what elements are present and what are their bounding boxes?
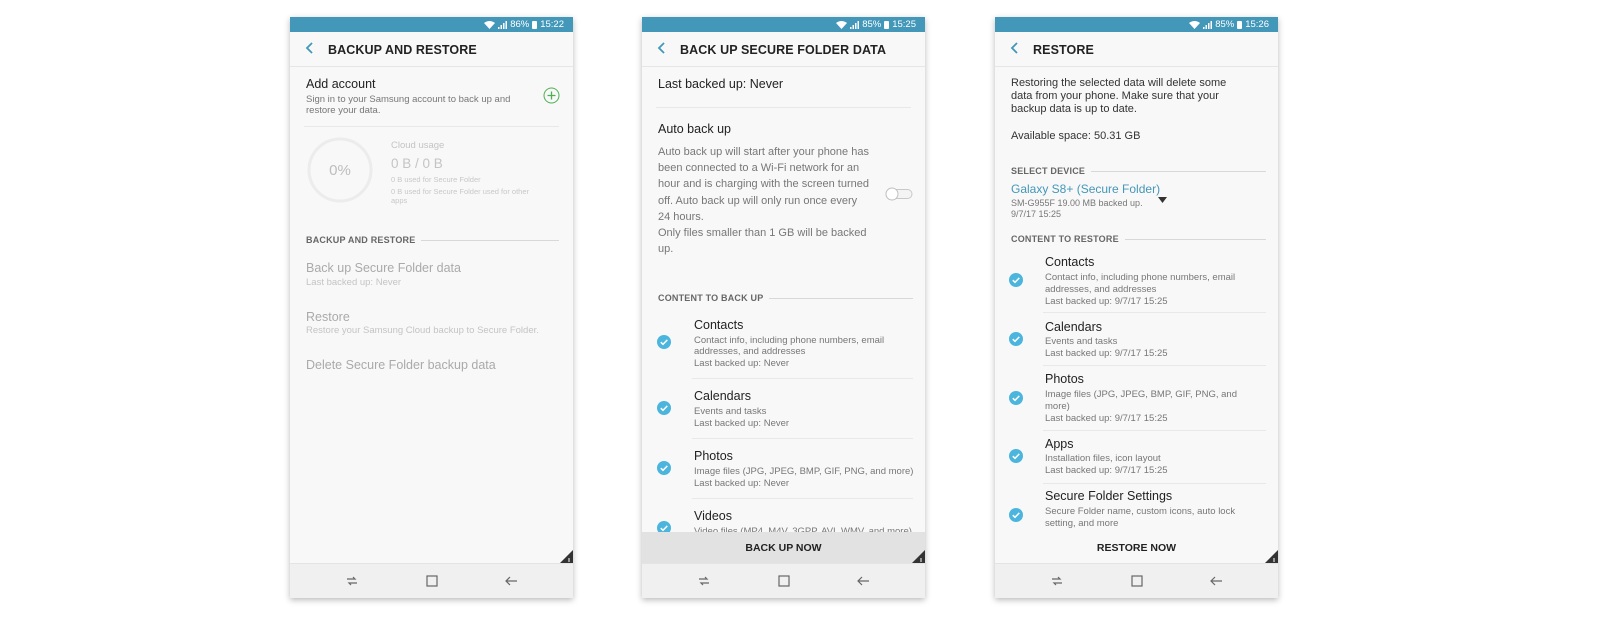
battery-percent: 85% (862, 19, 882, 30)
section-header (1011, 234, 1266, 244)
battery-icon (1237, 21, 1242, 29)
check-icon[interactable] (1009, 449, 1023, 463)
back-arrow-icon[interactable] (1009, 41, 1019, 55)
restore-now-button[interactable]: RESTORE NOW (995, 532, 1278, 564)
battery-icon (884, 21, 889, 29)
section-header-label: CONTENT TO RESTORE (1011, 234, 1119, 244)
auto-backup-title: Auto back up (658, 122, 731, 136)
back-nav-icon[interactable] (856, 574, 870, 588)
clock: 15:22 (540, 19, 564, 30)
item-subtitle: Image files (JPG, JPEG, BMP, GIF, PNG, and more) (694, 466, 914, 477)
cloud-usage-label: Cloud usage (391, 140, 445, 151)
item-subtitle: Image files (JPG, JPEG, BMP, GIF, PNG, and (1045, 389, 1237, 400)
resize-corner-icon (559, 550, 573, 564)
page-title: BACKUP AND RESTORE (328, 43, 477, 57)
app-bar (995, 32, 1278, 67)
warning-line: backup data is up to date. (1011, 103, 1137, 115)
back-nav-icon[interactable] (504, 574, 518, 588)
item-subtitle: Last backed up: 9/7/17 15:25 (1045, 465, 1168, 476)
battery-icon (532, 21, 537, 29)
auto-backup-line: been connected to a Wi-Fi network for an (658, 162, 860, 175)
divider (692, 438, 913, 439)
item-subtitle: Secure Folder name, custom icons, auto lock (1045, 506, 1236, 517)
navigation-bar (995, 563, 1278, 598)
auto-backup-line: hour and is charging with the screen turned (658, 178, 869, 191)
back-arrow-icon[interactable] (304, 41, 314, 55)
item-subtitle: Last backed up: 9/7/17 15:25 (1045, 348, 1168, 359)
item-title: Contacts (1045, 255, 1095, 269)
auto-backup-line: Only files smaller than 1 GB will be backed (658, 227, 867, 240)
recent-apps-icon[interactable] (697, 574, 711, 588)
warning-line: data from your phone. Make sure that your (1011, 90, 1219, 102)
signal-icon (498, 21, 507, 29)
item-title: Calendars (1045, 320, 1102, 334)
item-subtitle: Last backed up: 9/7/17 15:25 (1045, 296, 1168, 307)
available-space: Available space: 50.31 GB (1011, 130, 1141, 142)
item-subtitle: Contact info, including phone numbers, email (1045, 272, 1236, 283)
battery-percent: 85% (1215, 19, 1235, 30)
check-icon[interactable] (657, 401, 671, 415)
home-icon[interactable] (425, 574, 439, 588)
recent-apps-icon[interactable] (1050, 574, 1064, 588)
signal-icon (1203, 21, 1212, 29)
device-name: Galaxy S8+ (Secure Folder) (1011, 182, 1161, 196)
item-subtitle: Events and tasks (694, 406, 767, 417)
restore-warning (1011, 77, 1226, 116)
page-title: BACK UP SECURE FOLDER DATA (680, 43, 887, 57)
divider (1043, 365, 1266, 366)
auto-backup-line: 24 hours. (658, 210, 704, 223)
item-subtitle: Last backed up: Never (306, 277, 402, 288)
dropdown-arrow-icon[interactable] (1158, 197, 1167, 203)
item-subtitle: Contact info, including phone numbers, email (694, 335, 885, 346)
cloud-usage-amount: 0 B / 0 B (391, 156, 443, 171)
status-bar (290, 17, 573, 32)
divider (1043, 312, 1266, 313)
check-icon[interactable] (1009, 332, 1023, 346)
auto-backup-line: Auto back up will start after your phone has (658, 146, 869, 158)
check-icon[interactable] (1009, 508, 1023, 522)
page-title: RESTORE (1033, 43, 1094, 57)
device-date: 9/7/17 15:25 (1011, 209, 1062, 219)
back-nav-icon[interactable] (1209, 574, 1223, 588)
recent-apps-icon[interactable] (345, 574, 359, 588)
wifi-icon (836, 21, 847, 29)
item-subtitle: Installation files, icon layout (1045, 453, 1161, 464)
item-title: Back up Secure Folder data (306, 261, 461, 275)
divider (692, 498, 913, 499)
auto-backup-line: off. Auto back up will only run once every (658, 194, 858, 207)
item-subtitle: setting, and more (1045, 518, 1119, 529)
item-title: Apps (1045, 437, 1074, 451)
section-header (1011, 166, 1266, 176)
back-arrow-icon[interactable] (656, 41, 666, 55)
auto-backup-description (658, 144, 893, 257)
cloud-usage-line3: apps (391, 196, 408, 205)
check-icon[interactable] (657, 461, 671, 475)
signal-icon (850, 21, 859, 29)
wifi-icon (1189, 21, 1200, 29)
section-header-label: CONTENT TO BACK UP (658, 293, 764, 303)
section-header-label: SELECT DEVICE (1011, 166, 1086, 176)
add-account-title: Add account (306, 77, 376, 91)
home-icon[interactable] (777, 574, 791, 588)
divider (692, 378, 913, 379)
item-title: Calendars (694, 389, 751, 403)
clock: 15:26 (1245, 19, 1269, 30)
divider (304, 126, 559, 127)
item-subtitle: Events and tasks (1045, 336, 1118, 347)
item-title: Photos (694, 449, 733, 463)
divider (656, 107, 911, 108)
battery-percent: 86% (510, 19, 530, 30)
resize-corner-icon (1264, 550, 1278, 564)
section-header (306, 235, 559, 245)
item-subtitle: more) (1045, 401, 1070, 412)
cloud-usage-line1: 0 B used for Secure Folder (391, 175, 481, 184)
navigation-bar (642, 563, 925, 598)
item-title: Photos (1045, 372, 1084, 386)
phone-screen-backup-and-restore (290, 17, 573, 598)
item-title: Videos (694, 509, 732, 523)
back-up-now-button[interactable]: BACK UP NOW (642, 532, 925, 564)
plus-circle-icon[interactable] (543, 87, 560, 104)
device-detail: SM-G955F 19.00 MB backed up. (1011, 198, 1143, 208)
add-account-desc-line1: Sign in to your Samsung account to back up and (306, 94, 511, 105)
divider (1043, 430, 1266, 431)
item-subtitle: Last backed up: 9/7/17 15:25 (1045, 413, 1168, 424)
item-title: Restore (306, 310, 350, 324)
auto-backup-line: up. (658, 243, 674, 256)
item-subtitle: Last backed up: Never (694, 358, 790, 369)
status-bar (642, 17, 925, 32)
usage-percent: 0% (329, 162, 351, 179)
check-icon[interactable] (1009, 273, 1023, 287)
item-title: Secure Folder Settings (1045, 489, 1173, 503)
resize-corner-icon (911, 550, 925, 564)
item-subtitle: Restore your Samsung Cloud backup to Secure Folder. (306, 325, 539, 336)
auto-backup-toggle[interactable] (885, 187, 913, 201)
warning-line: Restoring the selected data will delete some (1011, 77, 1227, 89)
clock: 15:25 (892, 19, 916, 30)
section-header-label: BACKUP AND RESTORE (306, 235, 416, 245)
wifi-icon (484, 21, 495, 29)
divider (1043, 483, 1266, 484)
navigation-bar (290, 563, 573, 598)
item-subtitle: Last backed up: Never (694, 478, 790, 489)
phone-screen-back-up-secure-folder (642, 17, 925, 598)
item-subtitle: Last backed up: Never (694, 418, 790, 429)
add-account-desc-line2: restore your data. (306, 105, 381, 116)
last-backed-up: Last backed up: Never (658, 77, 784, 91)
phone-screen-restore (995, 17, 1278, 598)
item-title: Contacts (694, 318, 744, 332)
item-subtitle: addresses, and addresses (694, 346, 806, 357)
check-icon[interactable] (657, 335, 671, 349)
status-bar (995, 17, 1278, 32)
cloud-usage-line2: 0 B used for Secure Folder used for other (391, 187, 529, 196)
home-icon[interactable] (1130, 574, 1144, 588)
check-icon[interactable] (1009, 391, 1023, 405)
item-subtitle: addresses, and addresses (1045, 284, 1157, 295)
app-bar (642, 32, 925, 67)
section-header (658, 293, 913, 303)
app-bar (290, 32, 573, 67)
item-title: Delete Secure Folder backup data (306, 358, 496, 372)
